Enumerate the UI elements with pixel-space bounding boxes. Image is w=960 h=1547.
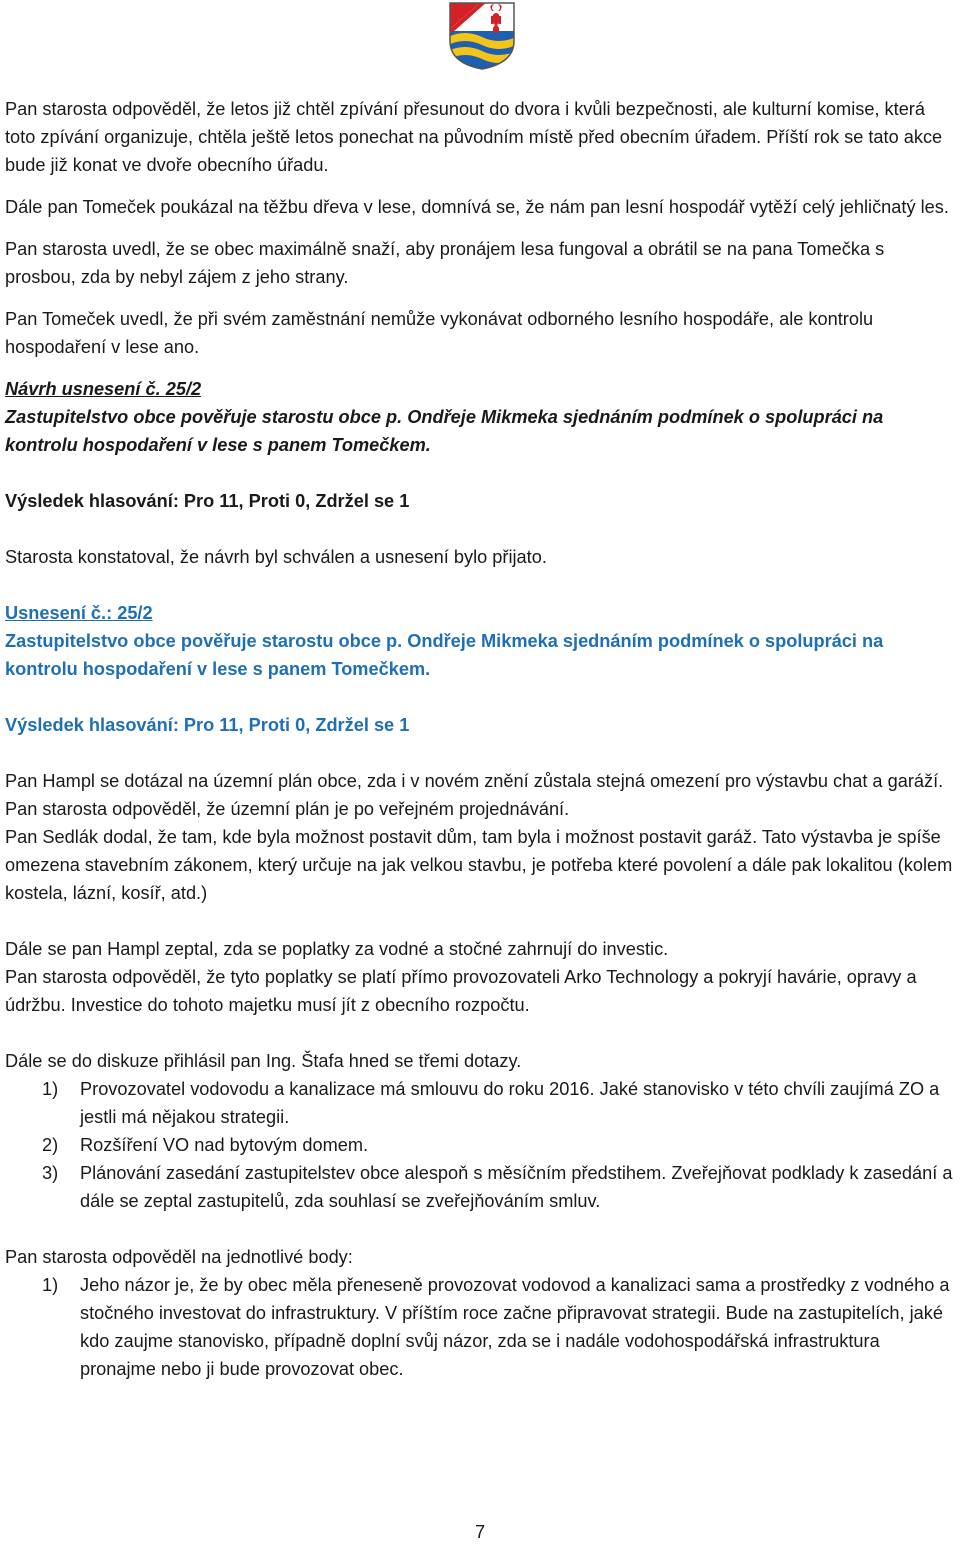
- municipal-crest-icon: [448, 1, 516, 71]
- list-item: 1) Jeho názor je, že by obec měla přeneseně provozovat vodovod a kanalizaci sama a prostředky z vodného a stočného investovat do infrastruktury. V příštím roce začne připravovat strategii. Bude na zastupitelích, jaké kdo zaujme stanovisko, případně doplní svůj názor, zda se i nadále vodohospodářská infrastruktura pronajme nebo ji bude provozovat obec.: [42, 1275, 950, 1379]
- answers-list: [5, 1271, 957, 1383]
- proposal-vote-result: Výsledek hlasování: Pro 11, Proti 0, Zdržel se 1: [5, 491, 410, 511]
- resolution-vote-result: Výsledek hlasování: Pro 11, Proti 0, Zdržel se 1: [5, 715, 410, 735]
- resolution-heading-label: Usnesení č.: [5, 603, 107, 623]
- discussion-fees-question: Dále se pan Hampl zeptal, zda se poplatky za vodné a stočné zahrnují do investic.: [5, 939, 669, 959]
- page-number: 7: [474, 1522, 486, 1542]
- list-item: 2) Rozšíření VO nad bytovým domem.: [42, 1135, 369, 1155]
- document-body: [5, 95, 957, 1383]
- resolution-heading-number: : 25/2: [106, 603, 153, 623]
- discussion-zoning-answer: Pan starosta odpověděl, že územní plán je po veřejném projednávání.: [5, 799, 570, 819]
- paragraph-timber-logging: Dále pan Tomeček poukázal na těžbu dřeva v lese, domnívá se, že nám pan lesní hospodář vytěží celý jehličnatý les.: [5, 197, 949, 217]
- discussion-garage-note: Pan Sedlák dodal, že tam, kde byla možnost postavit dům, tam byla i možnost postavit garáž. Tato výstavba je spíše omezena stavebním zákonem, který určuje na jak velkou stavbu, je potřeba které povolení a dále pak lokalitou (kolem kostela, lázní, kosíř, atd.): [5, 827, 953, 903]
- discussion-fees-answer: Pan starosta odpověděl, že tyto poplatky se platí přímo provozovateli Arko Technology a pokryjí havárie, opravy a údržbu. Investice do tohoto majetku musí jít z obecního rozpočtu.: [5, 967, 917, 1015]
- answers-intro: Pan starosta odpověděl na jednotlivé body:: [5, 1247, 353, 1267]
- proposal-text: Zastupitelstvo obce pověřuje starostu obce p. Ondřeje Mikmeka sjednáním podmínek o spolupráci na kontrolu hospodaření v lese s panem Tomečkem.: [5, 407, 884, 455]
- paragraph-singing-relocation: Pan starosta odpověděl, že letos již chtěl zpívání přesunout do dvora i kvůli bezpečnosti, ale kulturní komise, která toto zpívání organizuje, chtěla ještě letos ponechat na původním místě před obecním úřadem. Příští rok se tato akce bude již konat ve dvoře obecního úřadu.: [5, 99, 943, 175]
- resolution-text: Zastupitelstvo obce pověřuje starostu obce p. Ondřeje Mikmeka sjednáním podmínek o spolupráci na kontrolu hospodaření v lese s panem Tomečkem.: [5, 631, 884, 679]
- paragraph-forest-control: Pan Tomeček uvedl, že při svém zaměstnání nemůže vykonávat odborného lesního hospodáře, ale kontrolu hospodaření v lese ano.: [5, 309, 874, 357]
- list-item: 1) Provozovatel vodovodu a kanalizace má smlouvu do roku 2016. Jaké stanovisko v této chvíli zaujímá ZO a jestli má nějakou strategii.: [42, 1079, 940, 1127]
- proposal-heading: Návrh usnesení č. 25/2: [5, 379, 202, 399]
- discussion-stafa-intro: Dále se do diskuze přihlásil pan Ing. Štafa hned se třemi dotazy.: [5, 1051, 522, 1071]
- discussion-zoning-question: Pan Hampl se dotázal na územní plán obce, zda i v novém znění zůstala stejná omezení pro výstavbu chat a garáží.: [5, 771, 944, 791]
- list-item: 3) Plánování zasedání zastupitelstev obce alespoň s měsíčním předstihem. Zveřejňovat podklady k zasedání a dále se zeptal zastupitelů, zda souhlasí se zveřejňováním smluv.: [42, 1163, 953, 1211]
- paragraph-forest-lease: Pan starosta uvedl, že se obec maximálně snaží, aby pronájem lesa fungoval a obrátil se na pana Tomečka s prosbou, zda by nebyl zájem z jeho strany.: [5, 239, 885, 287]
- stafa-questions-list: [5, 1075, 957, 1215]
- resolution-heading: [5, 599, 957, 627]
- approval-statement: Starosta konstatoval, že návrh byl schválen a usnesení bylo přijato.: [5, 547, 547, 567]
